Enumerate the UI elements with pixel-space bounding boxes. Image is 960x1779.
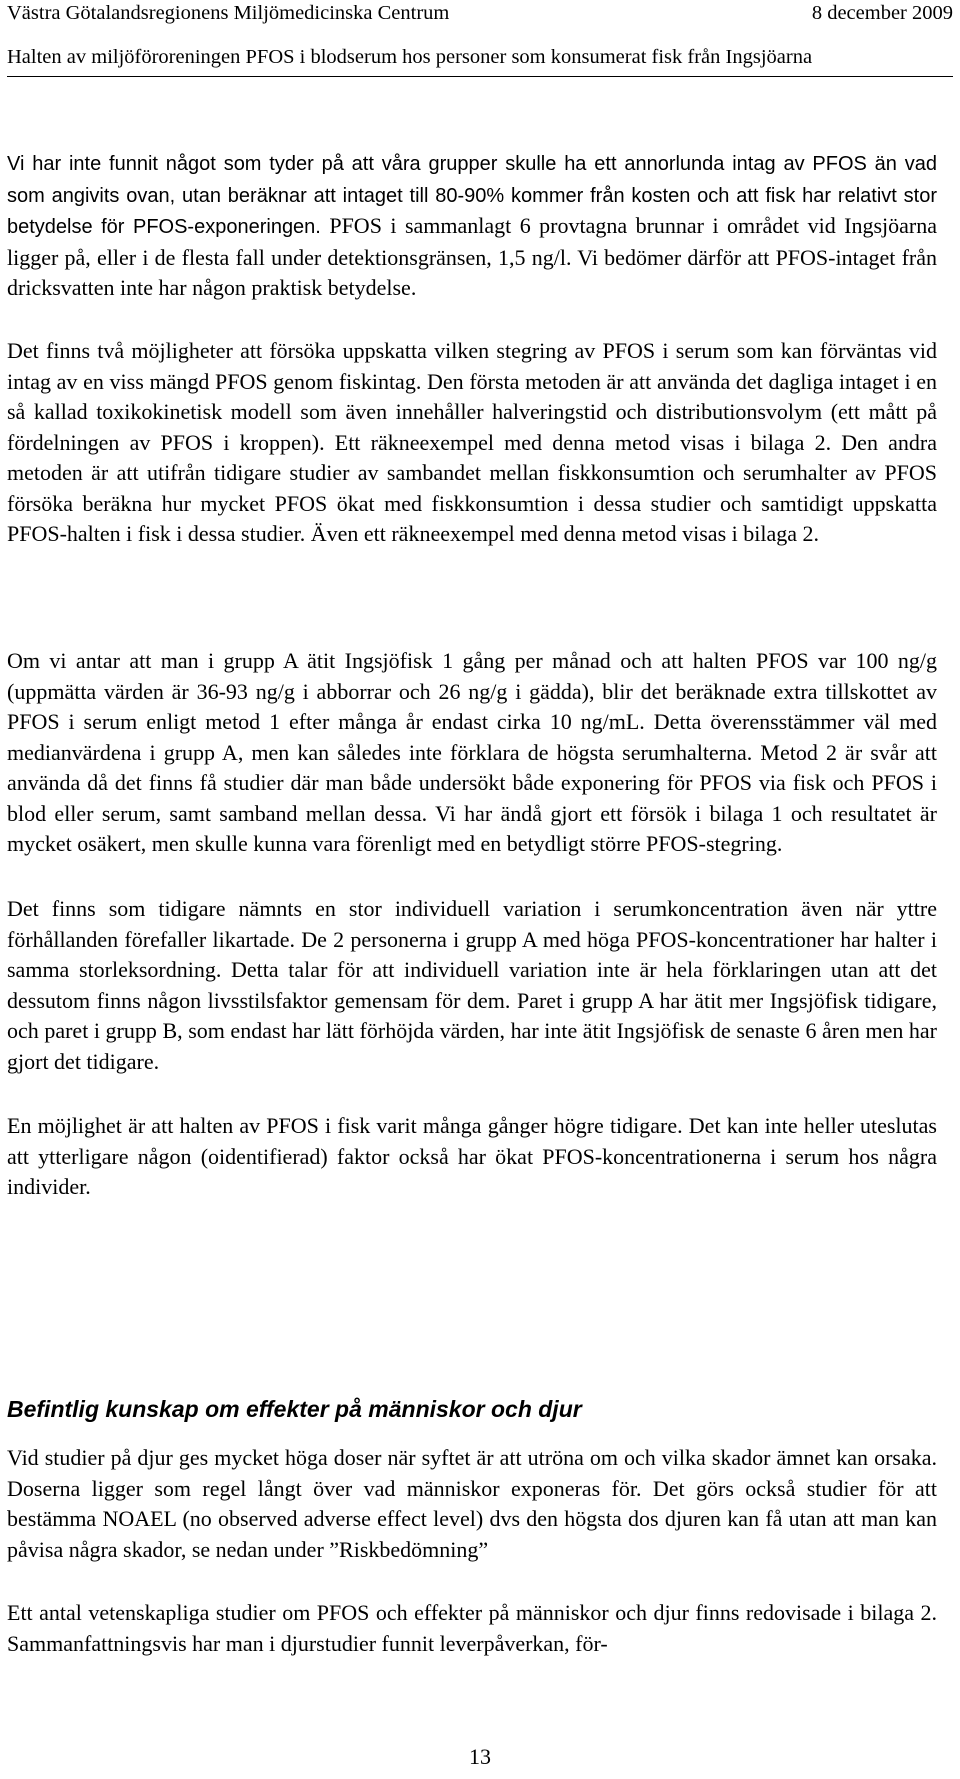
paragraph-6: Vid studier på djur ges mycket höga doser när syftet är att utröna om och vilka skador ämnet kan orsaka. Doserna ligger som regel långt över vad människor exponeras för. Det görs också studier för att bestämma NOAEL (no observed adverse effect level) dvs den högsta dos djuren kan få utan att man kan påvisa några skador, se nedan under ”Riskbedömning” [7,1445,937,1562]
paragraph-1 [7,148,937,304]
paragraph-5: En möjlighet är att halten av PFOS i fisk varit många gånger högre tidigare. Det kan inte heller uteslutas att ytterligare någon (oidentifierad) faktor också har ökat PFOS-koncentrationerna i serum hos några individer. [7,1113,937,1199]
header-date: 8 december 2009 [811,2,953,24]
paragraph-2: Det finns två möjligheter att försöka uppskatta vilken stegring av PFOS i serum som kan förväntas vid intag av en viss mängd PFOS genom fiskintag. Den första metoden är att använda det dagliga intaget i en så kallad toxikokinetisk modell som även innehåller halveringstid och distributionsvolym (ett mått på fördelningen av PFOS i kroppen). Ett räkneexempel med denna metod visas i bilaga 2. Den andra metoden är att utifrån tidigare studier av sambandet mellan fiskkonsumtion och serumhalter av PFOS försöka beräkna hur mycket PFOS ökat med fiskkonsumtion i dessa studier och samtidigt uppskatta PFOS-halten i fisk i dessa studier. Även ett räkneexempel med denna metod visas i bilaga 2. [7,338,937,546]
page-header [7,0,953,26]
paragraph-4: Det finns som tidigare nämnts en stor individuell variation i serumkoncentration även när yttre förhållanden förefaller likartade. De 2 personerna i grupp A med höga PFOS-koncentrationer har halter i samma storleksordning. Detta talar för att individuell variation inte är hela förklaringen utan att det dessutom finns någon livsstilsfaktor gemensam för dem. Paret i grupp A har ätit mer Ingsjöfisk tidigare, och paret i grupp B, som endast har lätt förhöjda värden, har inte ätit Ingsjöfisk de senaste 6 åren men har gjort det tidigare. [7,896,937,1074]
header-organization: Västra Götalandsregionens Miljömedicinska Centrum [7,2,450,24]
header-report-title: Halten av miljöföroreningen PFOS i blodserum hos personer som konsumerat fisk från Ingsjöarna [7,46,813,68]
paragraph-1-serif-part: PFOS i sammanlagt 6 provtagna brunnar i området vid Ingsjöarna ligger på, eller i de flesta fall under detektionsgränsen, 1,5 ng/l. Vi bedömer därför att PFOS-intaget från dricksvatten inte har någon praktisk betydelse. [7,213,938,300]
header-divider [7,76,953,77]
paragraph-3: Om vi antar att man i grupp A ätit Ingsjöfisk 1 gång per månad och att halten PFOS var 100 ng/g (uppmätta värden är 36-93 ng/g i abborrar och 26 ng/g i gädda), blir det beräknade extra tillskottet av PFOS i serum enligt metod 1 efter många år endast cirka 10 ng/mL. Detta överensstämmer väl med medianvärdena i grupp A, men kan således inte förklara de högsta serumhalterna. Metod 2 är svår att använda då det finns få studier där man både undersökt både exponering för PFOS via fisk och PFOS i blod eller serum, samt samband mellan dessa. Vi har ändå gjort ett försök i bilaga 1 och resultatet är mycket osäkert, men skulle kunna vara förenligt med en betydligt större PFOS-stegring. [7,648,937,856]
paragraph-7: Ett antal vetenskapliga studier om PFOS och effekter på människor och djur finns redovisade i bilaga 2. Sammanfattningsvis har man i djurstudier funnit leverpåverkan, för- [7,1600,937,1656]
paragraph-1-sans-part: Vi har inte funnit något som tyder på att våra grupper skulle ha ett annorlunda intag av PFOS än vad som angivits ovan, utan beräknar att intaget till 80-90% kommer från kosten och att fisk har relativt stor betydelse för PFOS-exponeringen. [7,153,937,238]
page-number: 13 [469,1744,491,1769]
section-heading: Befintlig kunskap om effekter på människor och djur [7,1396,582,1422]
